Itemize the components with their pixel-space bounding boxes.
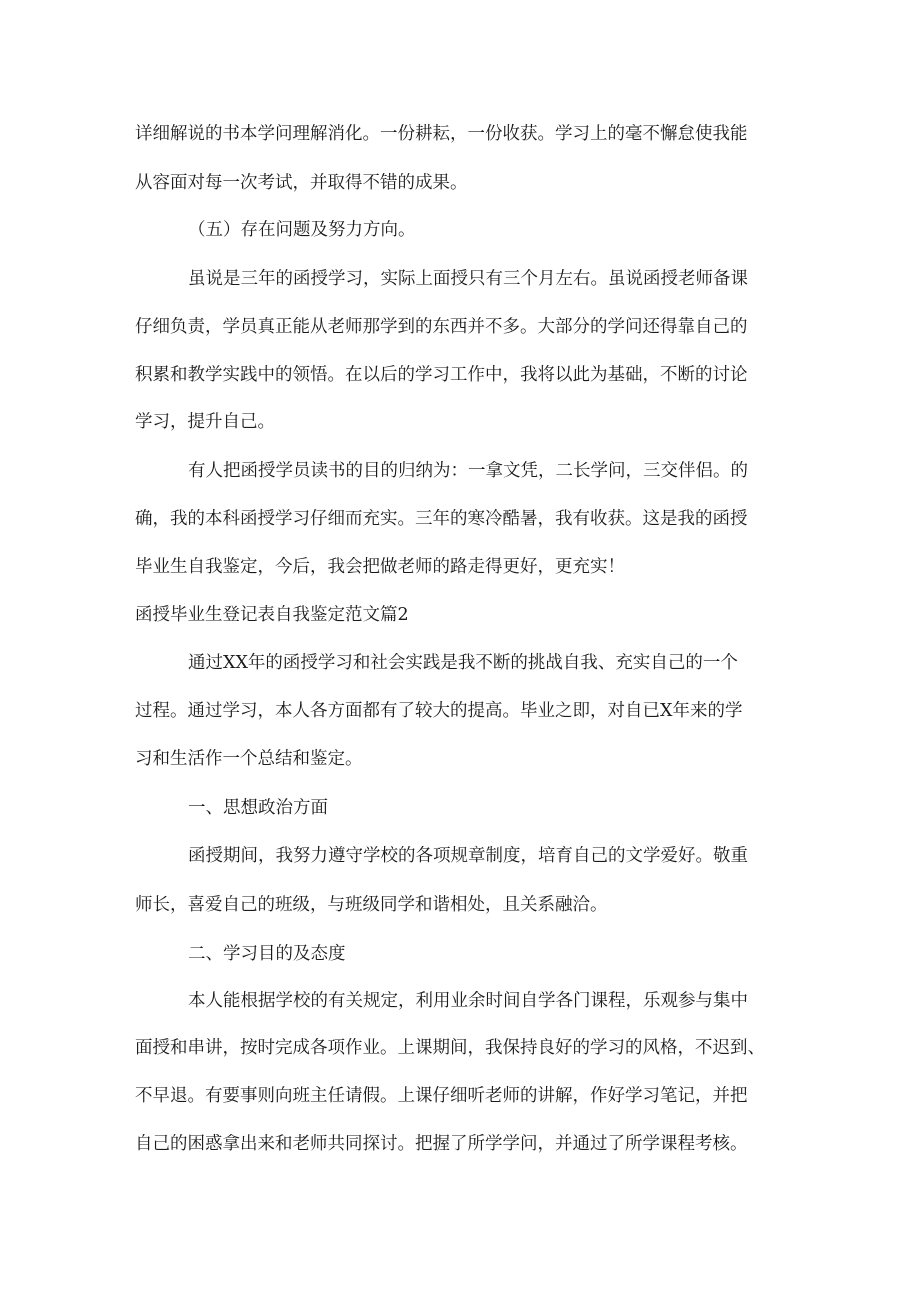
paragraph-first-line: 有人把函授学员读书的目的归纳为：一拿文凭，二长学问，三交伴侣。的 bbox=[188, 461, 748, 481]
article-title: 函授毕业生登记表自我鉴定范文篇2 bbox=[135, 605, 409, 625]
paragraph-first-line: 本人能根据学校的有关规定，利用业余时间自学各门课程，乐观参与集中 bbox=[188, 991, 748, 1011]
body-line: 不早退。有要事则向班主任请假。上课仔细听老师的讲解，作好学习笔记，并把 bbox=[135, 1086, 748, 1106]
section-heading: （五）存在问题及努力方向。 bbox=[188, 220, 416, 240]
body-line: 过程。通过学习，本人各方面都有了较大的提高。毕业之即，对自已X年来的学 bbox=[135, 701, 743, 721]
body-line: 面授和串讲，按时完成各项作业。上课期间，我保持良好的学习的风格，不迟到、 bbox=[135, 1038, 765, 1058]
body-line: 积累和教学实践中的领悟。在以后的学习工作中，我将以此为基础，不断的讨论 bbox=[135, 365, 748, 385]
body-line: 从容面对每一次考试，并取得不错的成果。 bbox=[135, 173, 468, 193]
body-line: 详细解说的书本学问理解消化。一份耕耘，一份收获。学习上的毫不懈怠使我能 bbox=[135, 124, 748, 144]
body-line: 毕业生自我鉴定，今后，我会把做老师的路走得更好，更充实！ bbox=[135, 557, 625, 577]
body-line: 习和生活作一个总结和鉴定。 bbox=[135, 749, 363, 769]
paragraph-first-line: 虽说是三年的函授学习，实际上面授只有三个月左右。虽说函授老师备课 bbox=[188, 269, 748, 289]
body-line: 师长，喜爱自己的班级，与班级同学和谐相处，且关系融洽。 bbox=[135, 895, 608, 915]
body-line: 自己的困惑拿出来和老师共同探讨。把握了所学学问，并通过了所学课程考核。 bbox=[135, 1134, 748, 1154]
paragraph-first-line: 通过XX年的函授学习和社会实践是我不断的挑战自我、充实自己的一个 bbox=[188, 653, 738, 673]
body-line: 仔细负责，学员真正能从老师那学到的东西并不多。大部分的学问还得靠自己的 bbox=[135, 317, 748, 337]
body-line: 学习，提升自己。 bbox=[135, 412, 275, 432]
section-heading: 二、学习目的及态度 bbox=[188, 944, 346, 964]
paragraph-first-line: 函授期间，我努力遵守学校的各项规章制度，培育自己的文学爱好。敬重 bbox=[188, 846, 748, 866]
body-line: 确，我的本科函授学习仔细而充实。三年的寒冷酷暑，我有收获。这是我的函授 bbox=[135, 509, 748, 529]
section-heading: 一、思想政治方面 bbox=[188, 798, 328, 818]
